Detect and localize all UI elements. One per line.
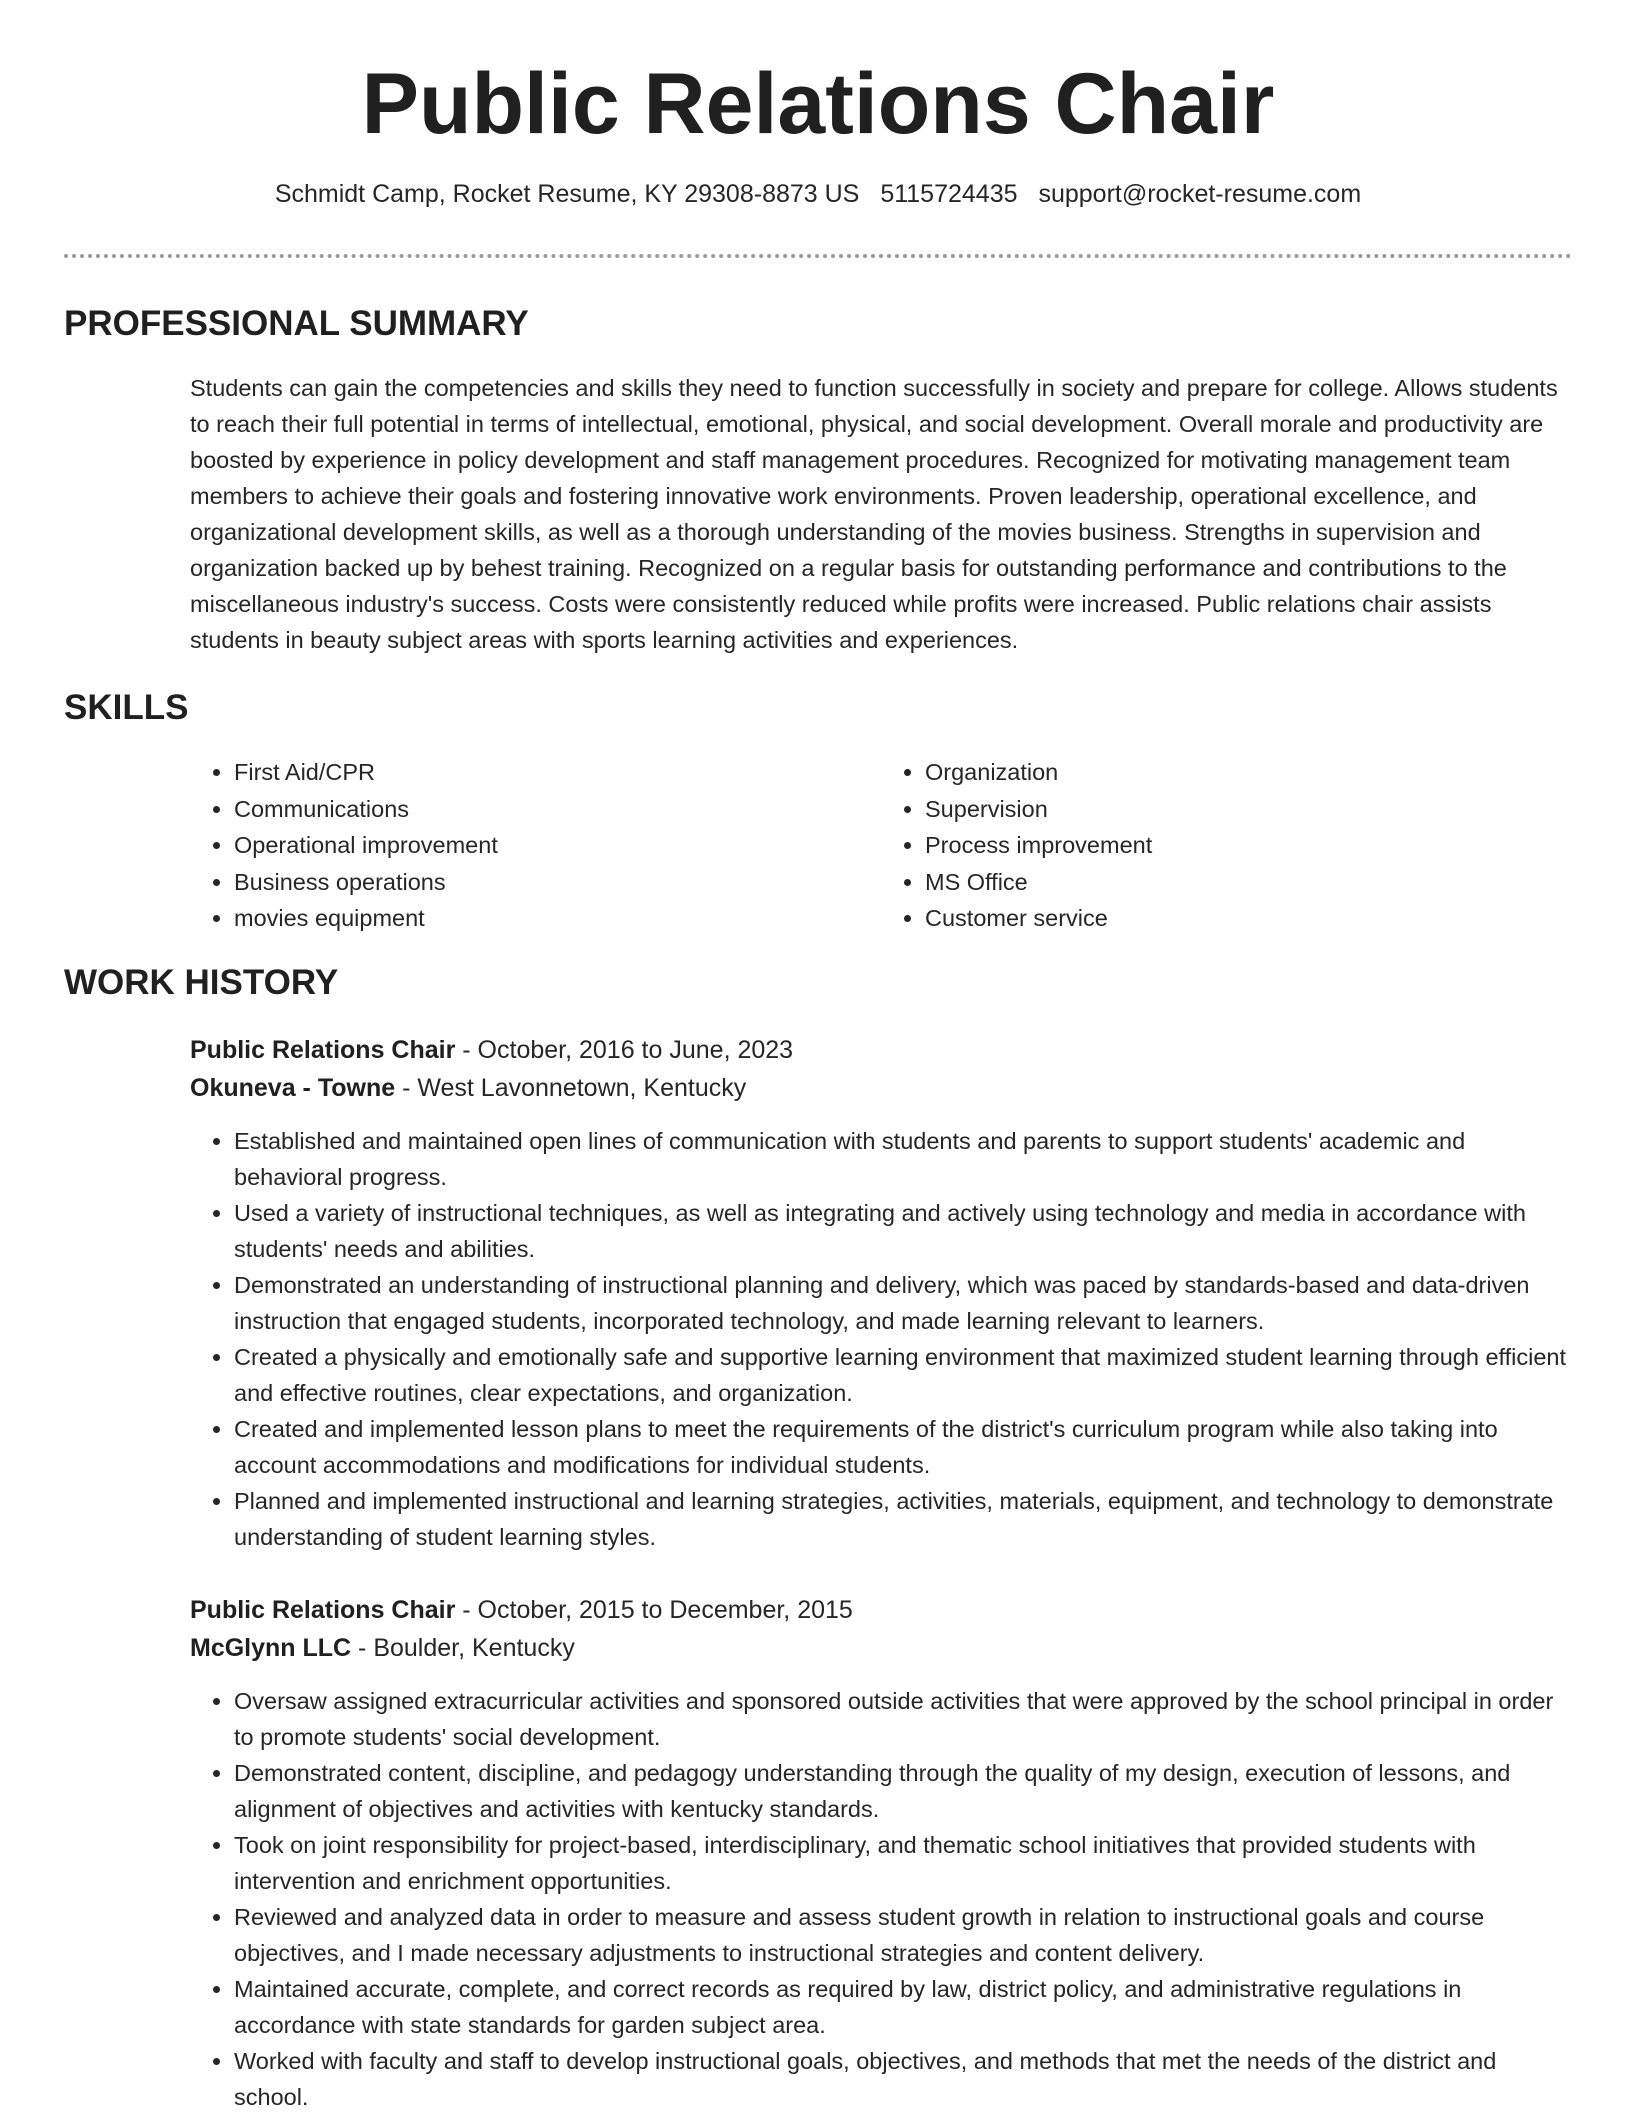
skill-item: • Supervision <box>925 791 1572 828</box>
job-entry <box>190 1031 1572 1555</box>
header-divider <box>64 254 1572 258</box>
skills-list <box>190 754 1572 937</box>
job-dates: - October, 2016 to June, 2023 <box>455 1035 794 1064</box>
job-bullets <box>190 1683 1572 2115</box>
job-location: - West Lavonnetown, Kentucky <box>395 1073 747 1102</box>
skill-item: • Operational improvement <box>234 827 881 864</box>
job-bullet: • Oversaw assigned extracurricular activities and sponsored outside activities that were approved by the school principal in order to promote students' social development. <box>234 1683 1572 1755</box>
job-company: Okuneva - Towne <box>190 1073 396 1102</box>
job-entry <box>190 1591 1572 2115</box>
job-bullet: • Demonstrated an understanding of instructional planning and delivery, which was paced by standards-based and data-driven instruction that engaged students, incorporated technology, and made learning relevant to learners. <box>234 1267 1572 1339</box>
job-bullet: • Planned and implemented instructional and learning strategies, activities, materials, equipment, and technology to demonstrate understanding of student learning styles. <box>234 1483 1572 1555</box>
candidate-name: Public Relations Chair <box>361 56 1275 152</box>
summary-heading: PROFESSIONAL SUMMARY <box>64 304 529 343</box>
skill-item: • First Aid/CPR <box>234 754 881 791</box>
skill-item: • Organization <box>925 754 1572 791</box>
job-company-line <box>190 1069 1572 1107</box>
skill-item: • Customer service <box>925 900 1572 937</box>
skill-item: • Business operations <box>234 864 881 901</box>
contact-email: support@rocket-resume.com <box>1038 180 1362 208</box>
contact-phone: 5115724435 <box>880 180 1018 208</box>
job-bullets <box>190 1123 1572 1555</box>
resume-page <box>64 0 1572 2115</box>
job-bullet: • Created and implemented lesson plans to meet the requirements of the district's curriculum program while also taking into account accommodations and modifications for individual students. <box>234 1411 1572 1483</box>
job-bullet: • Demonstrated content, discipline, and pedagogy understanding through the quality of my design, execution of lessons, and alignment of objectives and activities with kentucky standards. <box>234 1755 1572 1827</box>
job-bullet: • Reviewed and analyzed data in order to measure and assess student growth in relation to instructional goals and course objectives, and I made necessary adjustments to instructional strategies and content delivery. <box>234 1899 1572 1971</box>
job-bullet: • Took on joint responsibility for project-based, interdisciplinary, and thematic school initiatives that provided students with intervention and enrichment opportunities. <box>234 1827 1572 1899</box>
skill-item: • Process improvement <box>925 827 1572 864</box>
job-company: McGlynn LLC <box>190 1633 352 1662</box>
job-bullet: • Established and maintained open lines of communication with students and parents to support students' academic and behavioral progress. <box>234 1123 1572 1195</box>
job-title-line <box>190 1591 1572 1629</box>
summary-text: Students can gain the competencies and skills they need to function successfully in society and prepare for college. Allows students to reach their full potential in terms of intellectual, emotional, physical, and social development. Overall morale and productivity are boosted by experience in policy development and staff management procedures. Recognized for motivating management team members to achieve their goals and fostering innovative work environments. Proven leadership, operational excellence, and organizational development skills, as well as a thorough understanding of the movies business. Strengths in supervision and organization backed up by behest training. Recognized on a regular basis for outstanding performance and contributions to the miscellaneous industry's success. Costs were consistently reduced while profits were increased. Public relations chair assists students in beauty subject areas with sports learning activities and experiences. <box>190 375 1558 653</box>
skills-column-right <box>881 754 1572 937</box>
contact-line <box>64 176 1572 212</box>
job-bullet: • Created a physically and emotionally safe and supportive learning environment that maximized student learning through efficient and effective routines, clear expectations, and organization. <box>234 1339 1572 1411</box>
job-company-line <box>190 1629 1572 1667</box>
skills-column-left <box>190 754 881 937</box>
job-title-line <box>190 1031 1572 1069</box>
job-title: Public Relations Chair <box>190 1035 456 1064</box>
work-history-heading: WORK HISTORY <box>64 962 339 1002</box>
job-bullet: • Used a variety of instructional techniques, as well as integrating and actively using technology and media in accordance with students' needs and abilities. <box>234 1195 1572 1267</box>
job-bullet: • Worked with faculty and staff to develop instructional goals, objectives, and methods that met the needs of the district and school. <box>234 2043 1572 2115</box>
skill-item: • Communications <box>234 791 881 828</box>
job-dates: - October, 2015 to December, 2015 <box>455 1595 853 1624</box>
skills-heading: SKILLS <box>64 688 189 727</box>
skill-item: • MS Office <box>925 864 1572 901</box>
contact-address: Schmidt Camp, Rocket Resume, KY 29308-8873 US <box>274 180 860 208</box>
skill-item: • movies equipment <box>234 900 881 937</box>
job-bullet: • Maintained accurate, complete, and correct records as required by law, district policy, and administrative regulations in accordance with state standards for garden subject area. <box>234 1971 1572 2043</box>
job-title: Public Relations Chair <box>190 1595 456 1624</box>
job-location: - Boulder, Kentucky <box>351 1633 575 1662</box>
